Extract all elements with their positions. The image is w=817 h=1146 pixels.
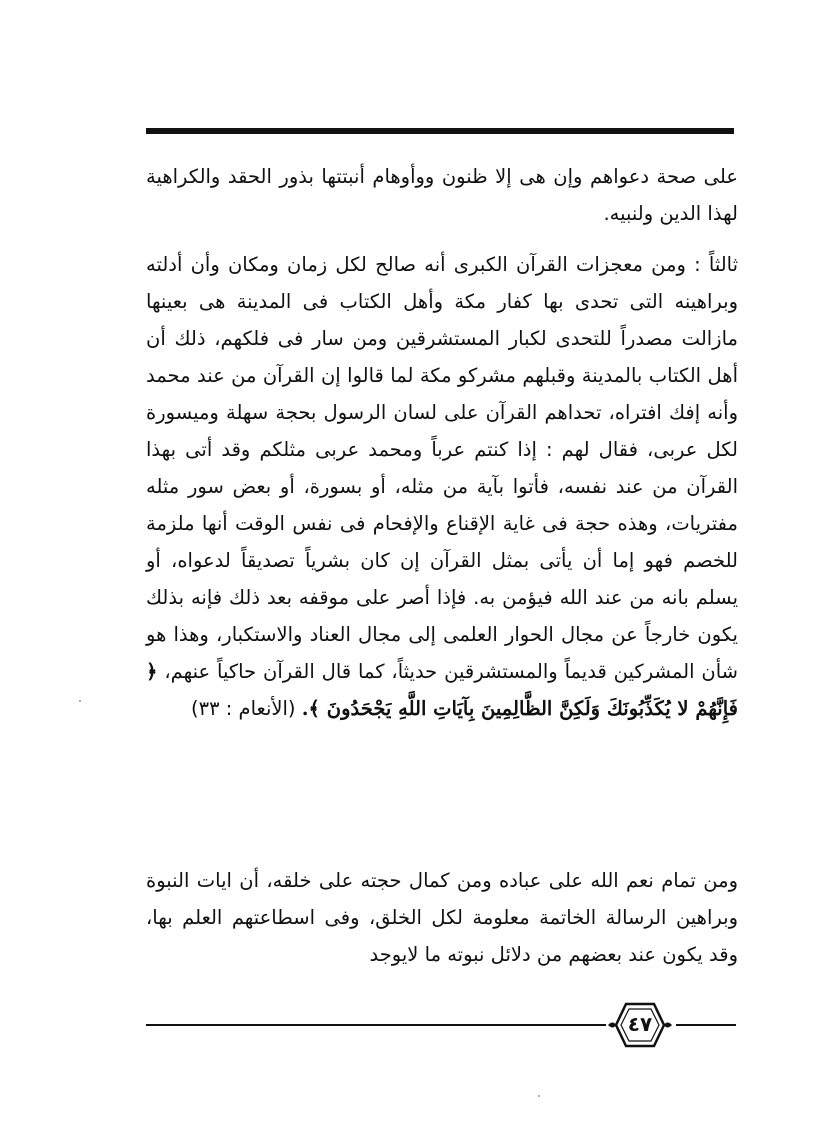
quran-verse: ﴿ فَإِنَّهُمْ لا يُكَذِّبُونَكَ وَلَكِنَّ الظَّالِمِينَ بِآيَاتِ اللَّهِ يَجْحَدُونَ ﴾. <box>146 660 738 720</box>
footer-rule-right <box>676 1024 736 1026</box>
paragraph-closing-text: ومن تمام نعم الله على عباده ومن كمال حجته على خلقه، أن ايات النبوة وبراهين الرسالة الخاتمة معلومة لكل الخلق، وفى اسطاعتهم العلم بها، وقد يكون عند بعضهم من دلائل نبوته ما لايوجد <box>146 869 738 966</box>
point-body: ومن معجزات القرآن الكبرى أنه صالح لكل زمان ومكان وأن أدلته وبراهينه التى تحدى بها كفار مكة وأهل الكتاب فى المدينة هى بعينها مازالت مصدراً للتحدى لكبار المستشرقين ومن سار فى فلكهم، ذلك أن أهل الكتاب بالمدينة وقبلهم مشركو مكة لما قالوا إن القرآن من عند محمد وأنه إفك افتراه، تحداهم القرآن على لسان الرسول بحجة سهلة وميسورة لكل عربى، فقال لهم : إذا كنتم عرباً ومحمد عربى مثلكم وقد أتى بهذا القرآن من عند نفسه، فأتوا بآية من مثله، أو بسورة، أو بعض سور مثله مفتريات، وهذه حجة فى غاية الإقناع والإفحام فى نفس الوقت أنها ملزمة للخصم فهو إما أن يأتى بمثل القرآن إن كان بشرياً تصديقاً لدعواه، أو يسلم بانه من عند الله فيؤمن به. فإذا أصر على موقفه بعد ذلك فإنه بذلك يكون خارجاً عن مجال الحوار العلمى إلى مجال العناد والاستكبار، وهذا هو شأن المشركين قديماً والمستشرقين حديثاً، كما قال القرآن حاكياً عنهم، <box>146 253 738 683</box>
quran-reference: (الأنعام : ٣٣) <box>191 697 296 720</box>
scan-speck <box>79 700 81 702</box>
paragraph-intro-text: على صحة دعواهم وإن هى إلا ظنون ووأوهام أنبتتها بذور الحقد والكراهية لهذا الدين ولنبيه. <box>146 165 738 225</box>
header-double-rule <box>146 128 734 134</box>
paragraph-closing <box>146 862 738 973</box>
paragraph-third-point-text <box>146 246 738 727</box>
scan-speck <box>538 1095 540 1097</box>
footer-rule-left <box>146 1024 606 1026</box>
page-footer <box>146 1000 736 1050</box>
point-label: ثالثاً : <box>694 253 739 276</box>
paragraph-third-point <box>146 246 738 727</box>
page-number: ٤٧ <box>627 1012 653 1036</box>
paragraph-intro <box>146 158 738 232</box>
page-number-badge <box>606 1000 674 1050</box>
